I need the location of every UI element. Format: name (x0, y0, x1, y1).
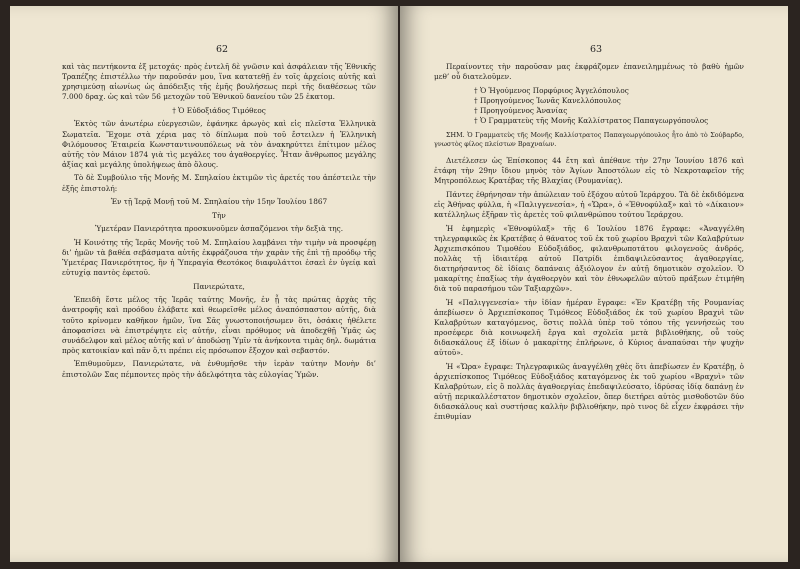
paragraph: Ἡ ἐφημερὶς «Ἐθνοφύλαξ» τῆς 6 Ἰουλίου 1876 ἔγραφε: «Ἀναγγέλθη τηλεγραφικῶς ἐκ Κρατέβας ὁ θάνατος τοῦ ἐκ τοῦ χωρίου Βραχνὶ τῶν Καλαβρύτων Ἀρχιεπισκόπου Τιμοθέου Εὐδοξιάδος, φιλανθρωποτάτου φιλογενοῦς ἀνδρός, πολλὰς τῇ ἰδιαιτέρᾳ αὐτοῦ Πατρίδι ἐπιδαψιλεύσαντος ἀγαθοεργίας, διατηρήσαντος δὲ ἰδίαις δαπάναις ἀξιόλογον ἐν αὐτῇ δημοτικὸν σχολεῖον. Ὁ μακαρίτης ἐπαξίως τὴν ἀγαθοεργὸν καὶ τὸν ἐθνωφελῶν αὐτοῦ πράξεων ἐτιμήθη διὰ τοῦ παρασήμου τῶν Ταξιαρχῶν». (434, 223, 744, 294)
paragraph: Ἐκτὸς τῶν ἀνωτέρω εὐεργεσιῶν, ἐφάνηκε ἀρωγὸς καὶ εἰς πλεῖστα Ἑλληνικὰ Σωματεῖα. Ἔχομε στὰ χέρια μας τὸ δίπλωμα ποὺ τοῦ ἔστειλεν ἡ Ἑλληνικὴ Φιλόμουσος Ἑταιρεία Κωνσταντινουπόλεως νὰ τὸν ἀνακηρύττει ἐπίτιμον μέλος αὐτῆς τὸν Μάιον 1874 γιὰ τὶς μεγάλες του ἀγαθοεργίες. Ἦταν ἄνθρωπος μεγάλης ἀξίας καὶ μεγάλης ὑπολήψεως ἀπὸ ὅλους. (62, 119, 376, 169)
signature-line: † Ὁ Γραμματεὺς τῆς Μονῆς Καλλίστρατος Παπαγεωργόπουλος (474, 116, 709, 126)
signature-list (474, 86, 744, 127)
letter-salutation-1: Τὴν (212, 210, 226, 220)
paragraph: Διετέλεσεν ὡς Ἐπίσκοπος 44 ἔτη καὶ ἀπέθανε τὴν 27ην Ἰουνίου 1876 καὶ ἐτάφη τὴν 29ην ἴδιου μηνὸς τὸν Ἁγίων Ἀποστόλων εἰς τὸ Νεκροταφεῖον τῆς Μητροπόλεως Κρατέβας τῆς Βλαχίας (Ρουμανίας). (434, 156, 744, 186)
signature-line: † Προηγούμενος Ἰωνᾶς Κανελλόπουλος (474, 95, 621, 105)
paragraph: καὶ τὰς πεντήκοντα ἐξ μετοχάς· πρὸς ἐντελῆ δὲ γνῶσιν καὶ ἀσφάλειαν τῆς Ἐθνικῆς Τραπέζης ἐπιστέλλω τὴν παροῦσάν μου, ἵνα κατατεθῇ ἐν τοῖς ἀρχείοις αὐτῆς καὶ χρησιμεύσῃ αἰωνίως ὡς ἀπόδειξις τῆς ἐμῆς βουλήσεως περὶ τῆς διαθέσεως τῶν 7.000 δραχ. ὡς καὶ τῶν 56 μετοχῶν τοῦ Ἐθνικοῦ δανείου τῶν 25 ἑκατομ. (62, 62, 376, 102)
paragraph: Ἡ «Παλιγγενεσία» τὴν ἰδίαν ἡμέραν ἔγραφε: «Ἐν Κρατέβῃ τῆς Ρουμανίας ἀπεβίωσεν ὁ Ἀρχιεπίσκοπος Τιμόθεος Εὐδοξιάδος ἐκ τοῦ χωρίου Βραχνὶ τῶν Καλαβρύτων καταγόμενος, ὅστις πολλὰ ὑπὲρ τοῦ τόπου τῆς γεννήσεώς του προσέφερε διὰ κοινωφελῆ ἔργα καὶ σχολεῖα μετὰ βιβλιοθήκης, οὗ τοὺς διδασκάλους ἐξ ἰδίων ὁ μακαρίτης ἐπλήρωνε, ὁ Κύριος ἀναπαύσαι τὴν ψυχὴν αὐτοῦ». (434, 297, 744, 358)
page-number-right: 63 (590, 44, 603, 55)
letter-address: Πανιερώτατε, (193, 281, 245, 291)
paragraph: Ἐπειδὴ ἔστε μέλος τῆς Ἱερᾶς ταύτης Μονῆς, ἐν ᾗ τὰς πρώτας ἀρχὰς τῆς ἀνατροφῆς καὶ προόδου ἐλάβατε καὶ θεωρεῖσθε μέλος ἀναπόσπαστον αὐτῆς, διὰ τοῦτο κρίνομεν καθῆκον ἡμῶν, ἵνα Σᾶς γνωστοποιήσωμεν ὅτι, ὁσάκις ἠθέλετε ἀποφασίσει νὰ ἐπιστρέψητε εἰς αὐτήν, εἶναι πρόθυμος νὰ ἀποδεχθῇ Ὑμᾶς ὡς συνάδελφον καὶ μέλος αὐτῆς καὶ ν’ ἀποδώσῃ Ὑμῖν τὰ ἀνήκοντα τιμὰς δηλ. δωμάτια πρὸς κατοικίαν καὶ πᾶν ὅ,τι πρέπει εἰς πρόσωπον ἔξοχον καὶ σεβαστόν. (62, 295, 376, 355)
paragraph: Πάντες ἐθρήνησαν τὴν ἀπώλειαν τοῦ ἐξόχου αὐτοῦ Ἱεράρχου. Τὰ δὲ ἐκδιδόμενα εἰς Ἀθήνας φύλλα, ἡ «Παλιγγενεσία», ἡ «Ὥρα», ὁ «Ἐθνοφύλαξ» καὶ τὸ «Δίκαιον» κατέλληλως ἐξῆραν τὶς ἀρετὲς τοῦ φιλανθρώπου τούτου Ἱεράρχου. (434, 189, 744, 219)
signature-line: † Ὁ Εὐδοξιάδος Τιμόθεος (172, 105, 266, 115)
right-page (400, 6, 788, 562)
letter-dateline: Ἐν τῇ Ἱερᾷ Μονῇ τοῦ Μ. Σπηλαίου τὴν 15ην Ἰουλίου 1867 (110, 197, 328, 207)
letter-salutation-2: Ὑμετέραν Πανιερότητα προσκυνοῦμεν ἀσπαζόμενοι τὴν δεξιὰ της. (94, 224, 344, 234)
paragraph: Ἡ Κοινότης τῆς Ἱερᾶς Μονῆς τοῦ Μ. Σπηλαίου λαμβάνει τὴν τιμὴν νὰ προσφέρῃ δι’ ἡμῶν τὰ βαθέα σεβάσματα αὐτῆς ἐκφράζουσα τὴν χαρὰν τῆς ἐπὶ τῇ προόδῳ τῆς Ὑμετέρας Πανιερότητος, ἣν ἡ Ὑπεραγία Θεοτόκος διαφυλάττοι ἐσαεὶ ἐν ὑγείᾳ καὶ εὐτυχίᾳ παντὸς ἐφετοῦ. (62, 237, 376, 278)
signature-line: † Ὁ Ἡγούμενος Πορφύριος Ἀγγελόπουλος (474, 85, 629, 95)
paragraph: Τὸ δὲ Συμβούλιο τῆς Μονῆς Μ. Σπηλαίου ἐκτιμῶν τὶς ἀρετές του ἀπέστειλε τὴν ἑξῆς ἐπιστολή: (62, 173, 376, 193)
signature-line: † Προηγούμενος Ἀνανίας (474, 106, 568, 116)
paragraph: Ἡ «Ὥρα» ἔγραφε: Τηλεγραφικῶς ἀναγγέλθη χθὲς ὅτι ἀπεβίωσεν ἐν Κρατέβῃ, ὁ ἀρχιεπίσκοπος Τιμόθεος Εὐδοξιάδος καταγόμενος ἐκ τοῦ χωρίου «Βραχνὶ» τῶν Καλαβρύτων, εἰς ὃ πολλὰς ἀγαθοεργίας ἐπεδαψιλεύσατο, ἱδρύσας ἰδίᾳ δαπάνῃ ἐν αὐτῇ περικαλλέστατον δημοτικὸν σχολεῖον, ὅπερ διετήρει αὐτὸς μισθοδοτῶν δύο διδασκάλους καὶ συστήσας καλλὴν βιβλιοθήκην, πρὸ τινος δὲ εἶχεν ἐκφράσει τὴν ἐπιθυμίαν (434, 361, 744, 422)
page-number-left: 62 (216, 44, 229, 55)
left-page (10, 6, 398, 562)
footnote: ΣΗΜ. Ὁ Γραμματεὺς τῆς Μονῆς Καλλίστρατος Παπαγεωργόπουλος ἦτο ἀπὸ τὸ Σούβαρδο, γνωστὸς φίλος πλείστων Βραχναίων. (434, 130, 744, 148)
paragraph: Ἐπιθυμοῦμεν, Πανιερώτατε, νὰ ἐνθυμῆσθε τὴν ἱερὰν ταύτην Μονὴν δι’ ἐπιστολῶν Σας πέμποντες πρὸς τὴν ἀδελφότητα τὰς εὐλογίας Ὑμῶν. (62, 359, 376, 379)
paragraph: Περαίνοντες τὴν παροῦσαν μας ἐκφράζομεν ἐπανειλημμένως τὸ βαθὺ ἡμῶν μεθ’ οὗ διατελοῦμεν. (434, 62, 744, 82)
